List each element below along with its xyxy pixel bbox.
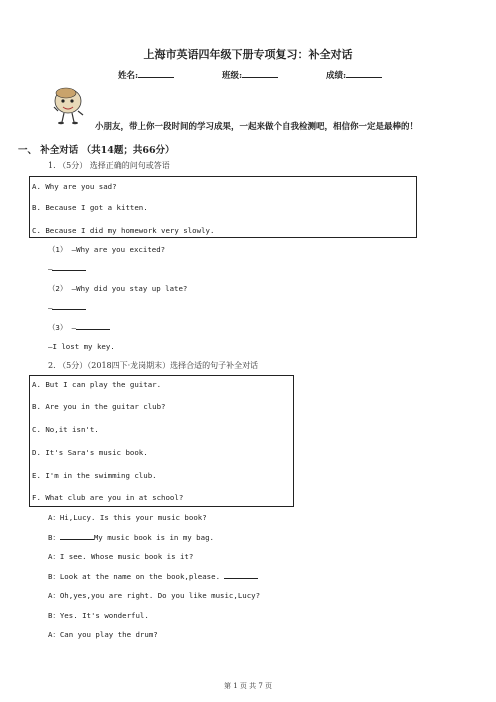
- dash: —: [48, 303, 53, 312]
- answer-blank: [60, 533, 94, 540]
- option-e: E. I'm in the swimming club.: [32, 471, 157, 480]
- option-d: D. It's Sara's music book.: [32, 448, 148, 457]
- answer-blank: [52, 303, 86, 310]
- dialogue-line-5: A：Oh,yes,you are right. Do you like music,Lucy?: [48, 591, 261, 600]
- name-label: 姓名:: [118, 71, 139, 81]
- name-field: [118, 69, 174, 81]
- option-a: A. But I can play the guitar.: [32, 380, 162, 389]
- q1-item-1: （1） —Why are you excited?: [48, 245, 166, 254]
- question-1-header: 1. （5分） 选择正确的问句或答语: [48, 161, 170, 170]
- name-blank: [138, 71, 174, 78]
- question-1-options-box: [29, 176, 417, 238]
- class-field: [222, 69, 278, 81]
- mascot-illustration: [46, 85, 90, 125]
- answer-blank: [76, 323, 110, 330]
- score-field: [326, 69, 382, 81]
- score-blank: [346, 71, 382, 78]
- q1-answer-3: —I lost my key.: [48, 342, 115, 351]
- question-2-header: 2. （5分）（2018四下·龙岗期末）选择合适的句子补全对话: [48, 361, 259, 370]
- class-blank: [242, 71, 278, 78]
- dialogue-line-6: B：Yes. It's wonderful.: [48, 611, 149, 620]
- item-3-prompt: （3） —: [48, 323, 77, 332]
- question-2-options-box: [29, 375, 294, 507]
- section-heading: 一、 补全对话 （共14题；共66分）: [18, 145, 175, 156]
- speaker-b: B：: [48, 533, 60, 542]
- q1-answer-2: [48, 303, 86, 312]
- option-c: C. Because I did my homework very slowly.: [32, 226, 215, 235]
- dialogue-line-3: A：I see. Whose music book is it?: [48, 552, 194, 561]
- answer-blank: [52, 264, 86, 271]
- option-f: F. What club are you in at school?: [32, 493, 184, 502]
- dialogue-line-1: A：Hi,Lucy. Is this your music book?: [48, 513, 207, 522]
- page-title: 上海市英语四年级下册专项复习：补全对话: [143, 48, 353, 61]
- dialogue-line-2: [48, 532, 214, 543]
- option-b: B. Are you in the guitar club?: [32, 402, 166, 411]
- q1-item-3: [48, 322, 110, 333]
- option-b: B. Because I got a kitten.: [32, 203, 148, 212]
- class-label: 班级:: [222, 71, 243, 81]
- q1-item-2: （2） —Why did you stay up late?: [48, 284, 188, 293]
- q1-answer-1: [48, 264, 86, 273]
- dialogue-line-4: [48, 571, 258, 582]
- option-a: A. Why are you sad?: [32, 182, 117, 191]
- encouragement-text: 小朋友，带上你一段时间的学习成果，一起来做个自我检测吧，相信你一定是最棒的！: [95, 122, 419, 132]
- dialogue-text: B：Look at the name on the book,please.: [48, 572, 221, 581]
- dialogue-line-7: A：Can you play the drum?: [48, 630, 158, 639]
- dialogue-text: My music book is in my bag.: [93, 533, 214, 542]
- option-c: C. No,it isn't.: [32, 425, 99, 434]
- dash: —: [48, 264, 53, 273]
- score-label: 成绩:: [326, 71, 347, 81]
- answer-blank: [224, 572, 258, 579]
- page-footer: 第 1 页 共 7 页: [223, 682, 273, 690]
